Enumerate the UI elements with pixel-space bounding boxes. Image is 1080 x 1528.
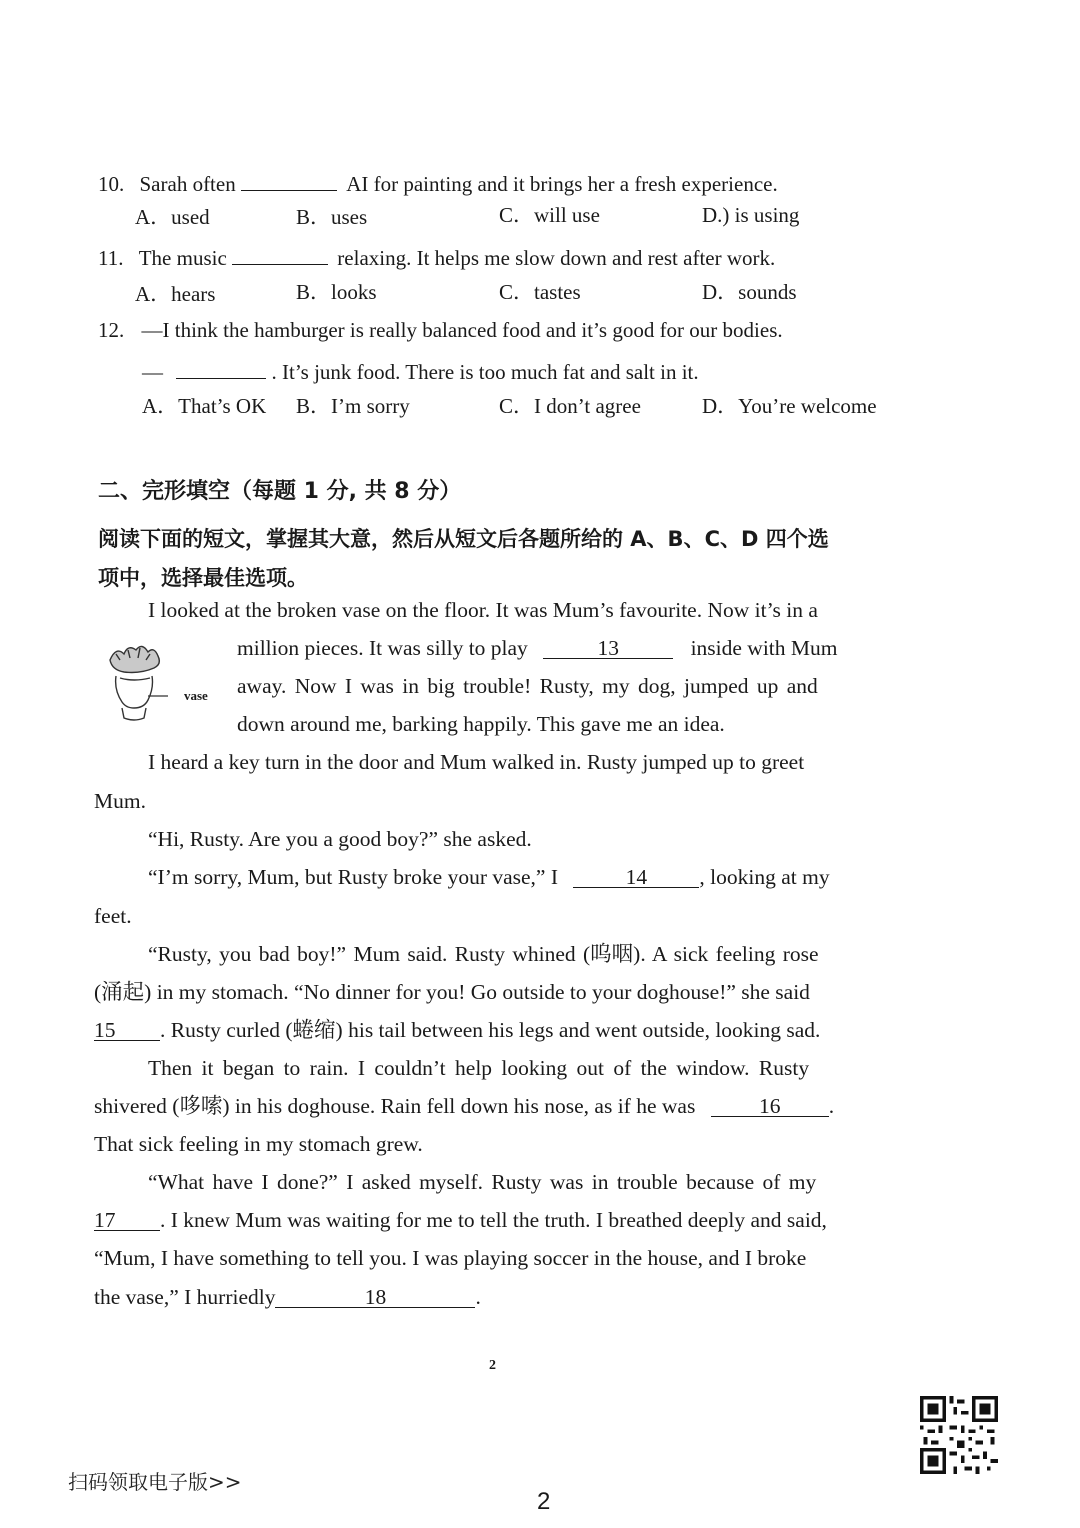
option-c: C．will use xyxy=(499,203,600,227)
blank-15 xyxy=(94,1020,160,1041)
passage-line: Then it began to rain. I couldn’t help looking out of the window. Rusty xyxy=(148,1056,810,1080)
page-number: 2 xyxy=(537,1488,551,1515)
blank-17 xyxy=(94,1210,160,1231)
passage-line: feet. xyxy=(94,904,132,928)
question-text-pre: The music xyxy=(138,246,227,270)
blank-number: 15 xyxy=(94,1018,116,1042)
blank-number: 16 xyxy=(758,1094,781,1118)
question-text: —I think the hamburger is really balanced food and it’s good for our bodies. xyxy=(141,318,783,342)
option-b: B．looks xyxy=(296,280,377,304)
option-d: D．You’re welcome xyxy=(702,394,877,418)
answer-blank xyxy=(241,170,337,191)
question-text-pre: Sarah often xyxy=(139,172,236,196)
option-a: A．hears xyxy=(135,282,216,306)
blank-number: 14 xyxy=(625,865,648,889)
passage-text: “I’m sorry, Mum, but Rusty broke your vase,” I xyxy=(148,865,559,889)
passage-line: “What have I done?” I asked myself. Rusty was in trouble because of my xyxy=(148,1170,817,1194)
option-d: D.) is using xyxy=(702,203,800,227)
passage-line: “Hi, Rusty. Are you a good boy?” she asked. xyxy=(148,827,532,851)
option-c: C．I don’t agree xyxy=(499,394,641,418)
passage-text: the vase,” I hurriedly xyxy=(94,1285,276,1309)
passage-text: , looking at my xyxy=(699,865,830,889)
passage-line: Mum. xyxy=(94,789,146,813)
question-12-response xyxy=(142,358,699,383)
question-number: 12. xyxy=(98,318,125,342)
dash: — xyxy=(142,360,163,384)
option-a: A．That’s OK xyxy=(142,394,267,418)
blank-18 xyxy=(275,1287,475,1308)
question-10 xyxy=(98,170,778,195)
vase-illustration xyxy=(100,640,220,726)
passage-text: million pieces. It was silly to play xyxy=(237,636,528,660)
blank-13 xyxy=(543,638,673,659)
question-12 xyxy=(98,320,783,341)
passage-line: I looked at the broken vase on the floor. It was Mum’s favourite. Now it’s in a xyxy=(148,598,818,622)
passage-text: . Rusty curled (蜷缩) his tail between his legs and went outside, looking sad. xyxy=(160,1018,821,1042)
passage-line xyxy=(94,1096,834,1118)
passage-text: . xyxy=(828,1094,835,1118)
instruction-line-1: 阅读下面的短文，掌握其大意，然后从短文后各题所给的 A、B、C、D 四个选 xyxy=(98,527,829,551)
passage-text: . I knew Mum was waiting for me to tell the truth. I breathed deeply and said, xyxy=(160,1208,827,1232)
blank-number: 17 xyxy=(94,1208,116,1232)
passage-line xyxy=(237,638,837,660)
instruction-line-2: 项中，选择最佳选项。 xyxy=(98,566,308,590)
blank-number: 18 xyxy=(364,1285,387,1309)
passage-line xyxy=(94,1020,820,1042)
question-text-post: relaxing. It helps me slow down and rest after work. xyxy=(337,246,776,270)
passage-line: That sick feeling in my stomach grew. xyxy=(94,1132,423,1156)
passage-line xyxy=(148,867,830,889)
passage-line: away. Now I was in big trouble! Rusty, my dog, jumped up and xyxy=(237,674,818,698)
option-c: C．tastes xyxy=(499,280,581,304)
question-number: 11. xyxy=(98,246,124,270)
blank-number: 13 xyxy=(597,636,619,660)
answer-blank xyxy=(176,358,266,379)
question-text-post: AI for painting and it brings her a fresh experience. xyxy=(346,172,778,196)
section-heading: 二、完形填空（每题 1 分, 共 8 分） xyxy=(98,479,462,504)
passage-text: shivered (哆嗦) in his doghouse. Rain fell down his nose, as if he was xyxy=(94,1094,696,1118)
qr-code-icon[interactable] xyxy=(920,1396,998,1474)
response-text: . It’s junk food. There is too much fat and salt in it. xyxy=(271,360,699,384)
scan-qr-prompt[interactable]: 扫码领取电子版>> xyxy=(68,1470,242,1494)
passage-line: “Mum, I have something to tell you. I was playing soccer in the house, and I broke xyxy=(94,1246,807,1270)
passage-line xyxy=(94,1210,827,1232)
question-11 xyxy=(98,244,775,269)
passage-text: . xyxy=(475,1285,481,1309)
question-number: 10. xyxy=(98,172,125,196)
answer-blank xyxy=(232,244,328,265)
option-d: D．sounds xyxy=(702,280,797,304)
blank-14 xyxy=(573,867,699,888)
passage-line: down around me, barking happily. This gave me an idea. xyxy=(237,712,725,736)
blank-16 xyxy=(711,1096,829,1117)
passage-line: (涌起) in my stomach. “No dinner for you! Go outside to your doghouse!” she said xyxy=(94,980,810,1004)
option-a: A．used xyxy=(135,205,210,229)
passage-line xyxy=(94,1287,481,1309)
option-b: B．uses xyxy=(296,205,368,229)
vase-label: vase xyxy=(184,688,208,703)
passage-line: I heard a key turn in the door and Mum walked in. Rusty jumped up to greet xyxy=(148,750,805,774)
page-number-small: 2 xyxy=(489,1358,496,1373)
passage-text: inside with Mum xyxy=(690,636,838,660)
option-b: B．I’m sorry xyxy=(296,394,410,418)
passage-line: “Rusty, you bad boy!” Mum said. Rusty whined (呜咽). A sick feeling rose xyxy=(148,942,819,966)
